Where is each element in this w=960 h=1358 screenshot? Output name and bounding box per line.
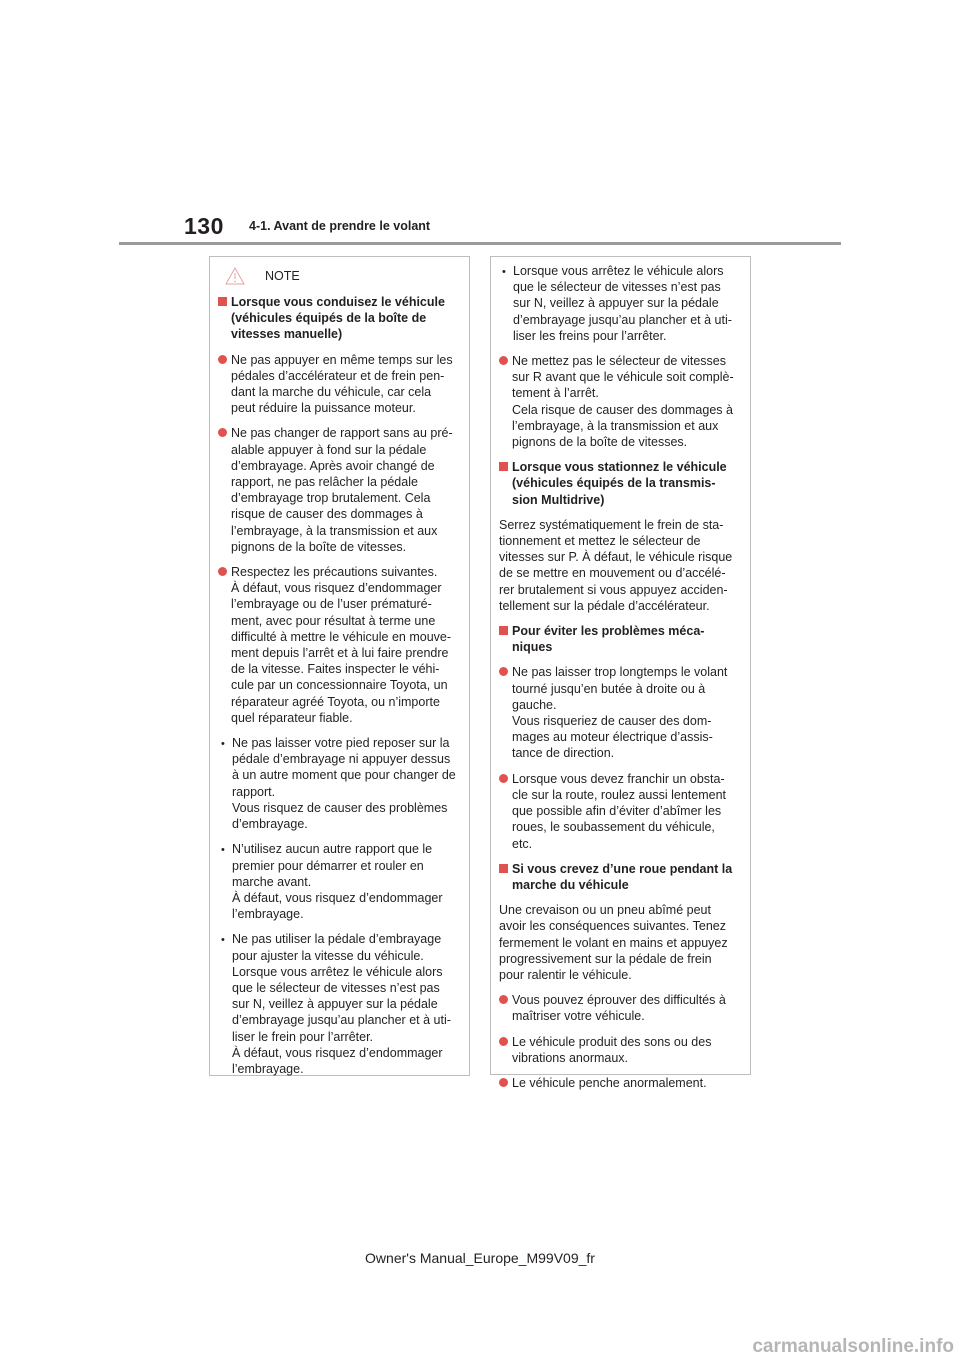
- item-text: Ne pas laisser trop longtemps le volant tourné jusqu’en butée à droite ou à gauche. Vous risqueriez de causer des dom- mages au moteur électrique d’assis- tance de direction.: [512, 665, 728, 761]
- item-text: Lorsque vous arrêtez le véhicule alors que le sélecteur de vitesses n’est pas sur N, veillez à appuyer sur la pédale d’embrayage jusqu’au plancher et à uti- liser les freins pour l’arrêter.: [513, 264, 732, 343]
- dash-bullet-icon: [218, 735, 232, 832]
- paragraph: Une crevaison ou un pneu abîmé peut avoir les conséquences suivantes. Tenez fermement le volant en mains et appuyez progressivement sur la pédale de frein pour ralentir le véhicule.: [499, 903, 728, 982]
- circle-bullet-icon: [499, 667, 508, 676]
- right-column-content: [499, 263, 741, 1091]
- circle-bullet-icon: [499, 992, 512, 1024]
- note-label: NOTE: [265, 268, 300, 283]
- heading-text: Pour éviter les problèmes méca- niques: [512, 624, 705, 655]
- item-text: Lorsque vous devez franchir un obsta- cle sur la route, roulez aussi lentement que possible afin d’éviter d’abîmer les roues, le soubassement du véhicule, etc.: [512, 771, 726, 851]
- item-text: Ne pas laisser votre pied reposer sur la pédale d’embrayage ni appuyer dessus à un autre moment que pour changer de rapport. Vous risquez de causer des problèmes d’embrayage.: [232, 736, 456, 832]
- circle-bullet-icon: [218, 564, 231, 726]
- dash-bullet-icon: [499, 263, 513, 344]
- item-text: Ne pas changer de rapport sans au pré- alable appuyer à fond sur la pédale d’embrayage. Après avoir changé de rapport, ne pas relâcher la pédale d’embrayage trop brutalement. Cela risque de causer des dommages à l’embrayage, à la transmission et aux pignons de la boîte de vitesses.: [231, 426, 453, 554]
- circle-bullet-icon: [218, 567, 227, 576]
- circle-bullet-icon: [218, 425, 231, 555]
- item-text: N’utilisez aucun autre rapport que le premier pour démarrer et rouler en marche avant. À défaut, vous risquez d’endommager l’embrayage.: [232, 842, 443, 922]
- circle-bullet-icon: [499, 664, 512, 761]
- subsection-heading: [499, 623, 741, 655]
- subsection-heading: [499, 459, 741, 508]
- heading-text: Lorsque vous conduisez le véhicule (véhicules équipés de la boîte de vitesses manuelle): [231, 295, 445, 342]
- list-item: [218, 352, 460, 417]
- list-item: [499, 263, 741, 344]
- list-item: [499, 1034, 741, 1066]
- item-text: Ne pas utiliser la pédale d’embrayage pour ajuster la vitesse du véhicule. Lorsque vous arrêtez le véhicule alors que le sélecteur de vitesses n’est pas sur N, veillez à appuyer sur la pédale d’embrayage jusqu’au plancher et à uti- liser le frein pour l’arrêter. À défaut, vous risquez d’endommager l’embrayage.: [232, 932, 451, 1076]
- note-box-right: [490, 256, 751, 1090]
- circle-bullet-icon: [499, 1037, 508, 1046]
- circle-bullet-icon: [499, 771, 512, 852]
- item-text: Le véhicule produit des sons ou des vibrations anormaux.: [512, 1034, 712, 1065]
- circle-bullet-icon: [218, 428, 227, 437]
- list-item: [218, 425, 460, 555]
- circle-bullet-icon: [218, 352, 231, 417]
- list-item: [218, 841, 460, 922]
- circle-bullet-icon: [499, 353, 512, 450]
- list-item: [499, 1075, 741, 1091]
- square-bullet-icon: [218, 297, 227, 306]
- heading-text: Lorsque vous stationnez le véhicule (véhicules équipés de la transmis- sion Multidrive): [512, 460, 727, 507]
- dash-bullet-icon: [218, 931, 232, 1077]
- item-text: Vous pouvez éprouver des difficultés à maîtriser votre véhicule.: [512, 993, 726, 1024]
- square-bullet-icon: [499, 864, 508, 873]
- note-box-left: [209, 256, 470, 1076]
- square-bullet-icon: [499, 462, 508, 471]
- list-item: [499, 992, 741, 1024]
- circle-bullet-icon: [499, 1078, 508, 1087]
- list-item: [218, 564, 460, 726]
- subsection-heading: [499, 861, 741, 893]
- square-bullet-icon: [499, 626, 508, 635]
- warning-triangle-icon: [225, 267, 245, 285]
- subsection-heading: [218, 294, 460, 343]
- square-bullet-icon: [499, 623, 512, 655]
- heading-text: Si vous crevez d’une roue pendant la marche du véhicule: [512, 861, 733, 892]
- list-item: [499, 771, 741, 852]
- item-text: Ne mettez pas le sélecteur de vitesses sur R avant que le véhicule soit complè- tement à l’arrêt. Cela risque de causer des dommages à l’embrayage, à la transmission et aux pignons de la boîte de vitesses.: [512, 354, 734, 450]
- square-bullet-icon: [218, 294, 231, 343]
- item-text: Respectez les précautions suivantes. À défaut, vous risquez d’endommager l’embrayage ou de l’user prématuré- ment, avec pour résultat à terme une difficulté à mettre le véhicule en mouve- ment depuis l’arrêt et à lui faire prendre de la vitesse. Faites inspecter le véhi- cule par un concessionnaire Toyota, un réparateur agréé Toyota, ou n’importe quel réparateur fiable.: [231, 565, 452, 725]
- list-item: [499, 664, 741, 761]
- list-item: [499, 353, 741, 450]
- item-text: Le véhicule penche anormalement.: [512, 1075, 707, 1090]
- left-column-content: [218, 294, 460, 1077]
- circle-bullet-icon: [499, 1034, 512, 1066]
- square-bullet-icon: [499, 861, 512, 893]
- list-item: [218, 931, 460, 1077]
- circle-bullet-icon: [499, 774, 508, 783]
- note-header: [218, 264, 460, 288]
- page-number: 130: [184, 213, 224, 239]
- circle-bullet-icon: [499, 356, 508, 365]
- footer-manual-id: Owner's Manual_Europe_M99V09_fr: [365, 1250, 595, 1266]
- header-divider: [119, 242, 841, 245]
- square-bullet-icon: [499, 459, 512, 508]
- item-text: Ne pas appuyer en même temps sur les pédales d’accélérateur et de frein pen- dant la marche du véhicule, car cela peut réduire la puissance moteur.: [231, 352, 453, 416]
- watermark-logo: carmanualsonline.info: [752, 1336, 954, 1357]
- paragraph: Serrez systématiquement le frein de sta- tionnement et mettez le sélecteur de vitesses sur P. À défaut, le véhicule risque de se mettre en mouvement ou d’accélé- rer brutalement si vous appuyez acciden- tellement sur la pédale d’accélérateur.: [499, 517, 733, 613]
- circle-bullet-icon: [218, 355, 227, 364]
- list-item: [218, 735, 460, 832]
- dash-bullet-icon: [218, 841, 232, 922]
- section-title: 4-1. Avant de prendre le volant: [249, 219, 431, 233]
- circle-bullet-icon: [499, 995, 508, 1004]
- circle-bullet-icon: [499, 1075, 512, 1091]
